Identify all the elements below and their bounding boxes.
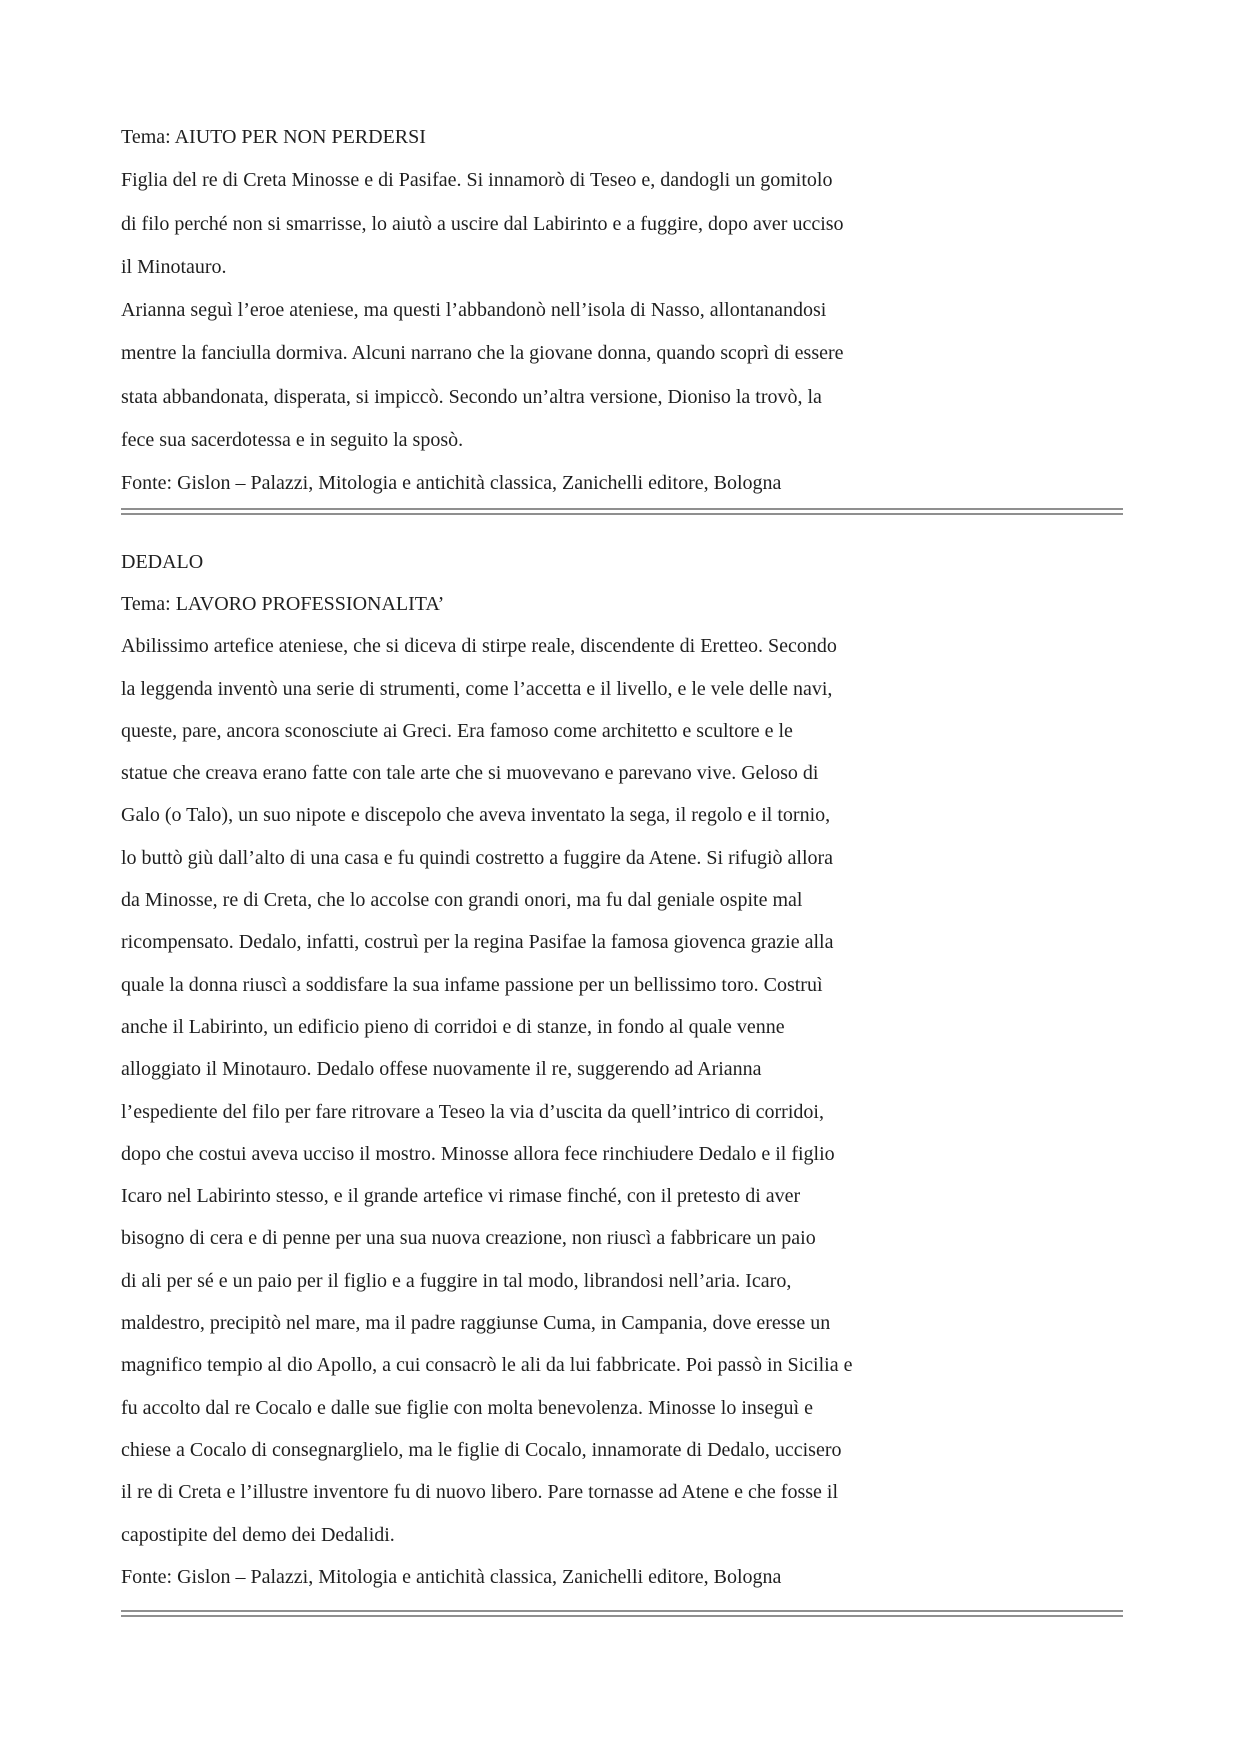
text-line: Galo (o Talo), un suo nipote e discepolo che aveva inventato la sega, il regolo e il tornio,: [121, 804, 831, 827]
text-line: DEDALO: [121, 550, 204, 573]
text-line: anche il Labirinto, un edificio pieno di corridoi e di stanze, in fondo al quale venne: [121, 1015, 785, 1038]
text-line: il Minotauro.: [121, 255, 227, 278]
text-line: alloggiato il Minotauro. Dedalo offese nuovamente il re, suggerendo ad Arianna: [121, 1058, 762, 1081]
text-line: l’espediente del filo per fare ritrovare a Teseo la via d’uscita da quell’intrico di corridoi,: [121, 1100, 824, 1123]
text-line: queste, pare, ancora sconosciute ai Greci. Era famoso come architetto e scultore e le: [121, 719, 793, 742]
text-line: di ali per sé e un paio per il figlio e a fuggire in tal modo, librandosi nell’aria. Icaro,: [121, 1269, 792, 1292]
text-line: fu accolto dal re Cocalo e dalle sue figlie con molta benevolenza. Minosse lo inseguì e: [121, 1396, 813, 1419]
text-line: Fonte: Gislon – Palazzi, Mitologia e antichità classica, Zanichelli editore, Bologna: [121, 472, 782, 495]
mythology-entry-arianna: [121, 116, 1123, 506]
text-line: lo buttò giù dall’alto di una casa e fu quindi costretto a fuggire da Atene. Si rifugiò allora: [121, 846, 834, 869]
text-line: Icaro nel Labirinto stesso, e il grande artefice vi rimase finché, con il pretesto di aver: [121, 1185, 801, 1208]
text-line: mentre la fanciulla dormiva. Alcuni narrano che la giovane donna, quando scoprì di essere: [121, 342, 844, 365]
text-line: quale la donna riuscì a soddisfare la sua infame passione per un bellissimo toro. Costruì: [121, 973, 823, 996]
text-line: Tema: LAVORO PROFESSIONALITA’: [121, 592, 445, 615]
section-divider: [121, 508, 1123, 515]
text-line: la leggenda inventò una serie di strumenti, come l’accetta e il livello, e le vele delle navi,: [121, 677, 833, 700]
text-line: stata abbandonata, disperata, si impiccò. Secondo un’altra versione, Dioniso la trovò, la: [121, 385, 822, 408]
text-line: Tema: AIUTO PER NON PERDERSI: [121, 126, 426, 148]
text-line: chiese a Cocalo di consegnarglielo, ma le figlie di Cocalo, innamorate di Dedalo, uccisero: [121, 1438, 842, 1461]
section-divider: [121, 1610, 1123, 1617]
text-line: capostipite del demo dei Dedalidi.: [121, 1523, 395, 1546]
text-line: Arianna seguì l’eroe ateniese, ma questi l’abbandonò nell’isola di Nasso, allontanandosi: [121, 299, 827, 322]
text-line: Fonte: Gislon – Palazzi, Mitologia e antichità classica, Zanichelli editore, Bologna: [121, 1565, 782, 1588]
text-line: ricompensato. Dedalo, infatti, costruì per la regina Pasifae la famosa giovenca grazie alla: [121, 931, 834, 954]
text-line: bisogno di cera e di penne per una sua nuova creazione, non riuscì a fabbricare un paio: [121, 1227, 816, 1250]
text-line: Figlia del re di Creta Minosse e di Pasifae. Si innamorò di Teseo e, dandogli un gomitolo: [121, 169, 833, 192]
text-line: fece sua sacerdotessa e in seguito la sposò.: [121, 429, 464, 452]
text-line: maldestro, precipitò nel mare, ma il padre raggiunse Cuma, in Campania, dove eresse un: [121, 1312, 831, 1335]
text-line: da Minosse, re di Creta, che lo accolse con grandi onori, ma fu dal geniale ospite mal: [121, 889, 803, 912]
text-line: il re di Creta e l’illustre inventore fu di nuovo libero. Pare tornasse ad Atene e che fosse il: [121, 1481, 839, 1504]
mythology-entry-dedalo: [121, 541, 1123, 1598]
text-line: Abilissimo artefice ateniese, che si diceva di stirpe reale, discendente di Eretteo. Secondo: [121, 635, 837, 658]
text-line: di filo perché non si smarrisse, lo aiutò a uscire dal Labirinto e a fuggire, dopo aver ucciso: [121, 212, 844, 235]
text-line: magnifico tempio al dio Apollo, a cui consacrò le ali da lui fabbricate. Poi passò in Sicilia e: [121, 1354, 853, 1377]
text-line: dopo che costui aveva ucciso il mostro. Minosse allora fece rinchiudere Dedalo e il figlio: [121, 1142, 835, 1165]
text-line: statue che creava erano fatte con tale arte che si muovevano e parevano vive. Geloso di: [121, 762, 819, 785]
